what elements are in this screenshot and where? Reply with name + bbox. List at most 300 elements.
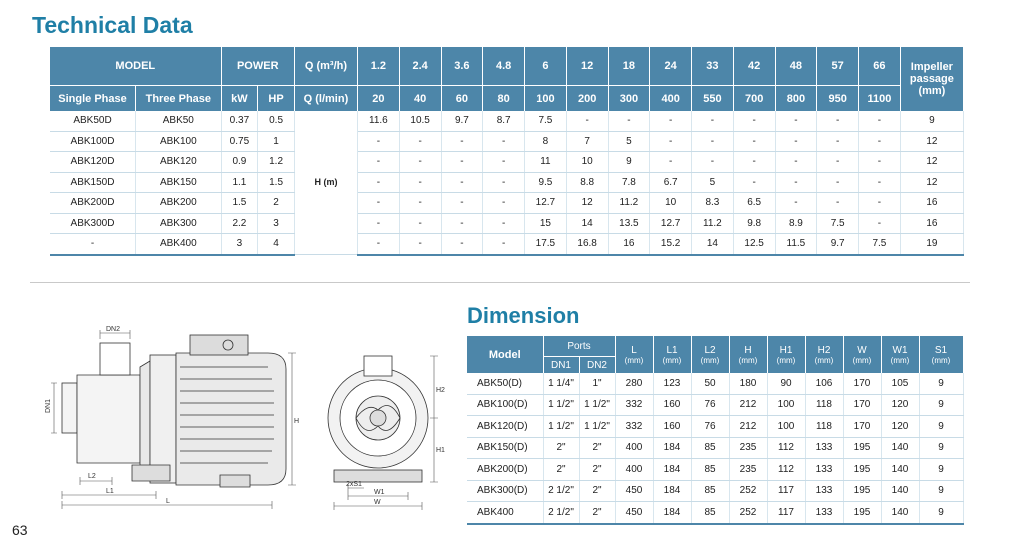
- dim-value-cell: 112: [767, 437, 805, 459]
- head-value-cell: -: [775, 172, 817, 193]
- dim-col-name: W1: [892, 344, 908, 356]
- impeller-cell: 16: [900, 193, 963, 214]
- dn2-cell: 2": [579, 502, 615, 524]
- dim-col-name: H2: [817, 344, 831, 356]
- hp-cell: 1: [258, 131, 295, 152]
- dim-value-cell: 140: [881, 502, 919, 524]
- head-value-cell: -: [483, 152, 525, 173]
- head-value-cell: -: [733, 111, 775, 131]
- flow-lmin-header: 800: [775, 86, 817, 112]
- dn2-cell: 2": [579, 437, 615, 459]
- label-h1: H1: [436, 447, 445, 454]
- dim-value-cell: 133: [805, 459, 843, 481]
- head-value-cell: 16: [608, 234, 650, 255]
- dim-value-cell: 212: [729, 394, 767, 416]
- dim-value-cell: 9: [919, 416, 963, 438]
- dn2-cell: 2": [579, 480, 615, 502]
- head-value-cell: -: [817, 131, 859, 152]
- head-value-cell: -: [483, 234, 525, 255]
- model-cell: ABK100(D): [467, 394, 543, 416]
- dim-value-cell: 195: [843, 480, 881, 502]
- dim-value-cell: 118: [805, 394, 843, 416]
- head-value-cell: -: [692, 152, 734, 173]
- head-value-cell: 7.8: [608, 172, 650, 193]
- three-phase-cell: ABK150: [136, 172, 222, 193]
- dim-value-cell: 76: [691, 394, 729, 416]
- flow-m3h-header: 42: [733, 47, 775, 86]
- head-value-cell: 10: [566, 152, 608, 173]
- model-header: Model: [467, 336, 543, 373]
- head-value-cell: 12.5: [733, 234, 775, 255]
- kw-cell: 0.37: [221, 111, 258, 131]
- single-phase-cell: ABK300D: [50, 213, 136, 234]
- dn2-cell: 2": [579, 459, 615, 481]
- label-w1: W1: [374, 489, 385, 496]
- head-value-cell: 7.5: [817, 213, 859, 234]
- page-number: 63: [12, 522, 28, 538]
- single-phase-cell: ABK100D: [50, 131, 136, 152]
- dim-value-cell: 450: [615, 502, 653, 524]
- dim-value-cell: 252: [729, 502, 767, 524]
- header-row-flow-m3h: [50, 47, 964, 86]
- head-value-cell: 13.5: [608, 213, 650, 234]
- dim-col-header: [843, 336, 881, 373]
- pump-front-body: [328, 356, 428, 482]
- flow-lmin-header: 950: [817, 86, 859, 112]
- head-value-cell: -: [859, 172, 901, 193]
- head-value-cell: -: [358, 172, 400, 193]
- dim-value-cell: 106: [805, 373, 843, 394]
- dn1-cell: 1 1/2": [543, 416, 579, 438]
- head-value-cell: 10: [650, 193, 692, 214]
- dim-value-cell: 50: [691, 373, 729, 394]
- single-phase-header: Single Phase: [50, 86, 136, 112]
- dimension-title: Dimension: [467, 303, 580, 328]
- head-value-cell: -: [441, 193, 483, 214]
- head-value-cell: 8.8: [566, 172, 608, 193]
- dim-value-cell: 140: [881, 437, 919, 459]
- head-value-cell: -: [441, 172, 483, 193]
- single-phase-cell: ABK50D: [50, 111, 136, 131]
- dim-value-cell: 184: [653, 502, 691, 524]
- dim-value-cell: 9: [919, 480, 963, 502]
- flow-m3h-header: 1.2: [358, 47, 400, 86]
- head-value-cell: -: [483, 193, 525, 214]
- flow-lmin-header: 400: [650, 86, 692, 112]
- head-value-cell: 11.2: [608, 193, 650, 214]
- q-lmin-header: Q (l/min): [294, 86, 357, 112]
- dn2-cell: 1 1/2": [579, 416, 615, 438]
- head-value-cell: 17.5: [525, 234, 567, 255]
- hp-cell: 1.2: [258, 152, 295, 173]
- dim-col-unit: (mm): [776, 355, 796, 365]
- dim-value-cell: 85: [691, 437, 729, 459]
- dim-value-cell: 140: [881, 480, 919, 502]
- label-h: H: [294, 418, 300, 425]
- technical-data-table: [50, 47, 964, 256]
- dn1-cell: 2 1/2": [543, 480, 579, 502]
- label-l1: L1: [106, 488, 114, 495]
- dim-value-cell: 160: [653, 416, 691, 438]
- head-value-cell: 5: [692, 172, 734, 193]
- table-row: [50, 193, 964, 214]
- head-value-cell: 5: [608, 131, 650, 152]
- head-value-cell: -: [650, 131, 692, 152]
- head-value-cell: 10.5: [399, 111, 441, 131]
- flow-m3h-header: 66: [859, 47, 901, 86]
- dim-col-header: [729, 336, 767, 373]
- table-row: [467, 480, 963, 502]
- head-unit-cell: H (m): [294, 111, 357, 255]
- dim-value-cell: 85: [691, 459, 729, 481]
- head-value-cell: -: [775, 152, 817, 173]
- dim-value-cell: 112: [767, 459, 805, 481]
- head-value-cell: 12.7: [525, 193, 567, 214]
- flow-lmin-header: 200: [566, 86, 608, 112]
- dim-col-unit: (mm): [700, 355, 720, 365]
- hp-cell: 3: [258, 213, 295, 234]
- head-value-cell: 8.7: [483, 111, 525, 131]
- single-phase-cell: -: [50, 234, 136, 255]
- head-value-cell: 6.5: [733, 193, 775, 214]
- impeller-cell: 16: [900, 213, 963, 234]
- dimension-body: [467, 373, 963, 524]
- hp-cell: 2: [258, 193, 295, 214]
- head-value-cell: -: [859, 152, 901, 173]
- label-dn1: DN1: [45, 398, 52, 413]
- dn2-cell: 1": [579, 373, 615, 394]
- label-s1: 2xS1: [346, 481, 362, 488]
- three-phase-cell: ABK100: [136, 131, 222, 152]
- dim-value-cell: 184: [653, 480, 691, 502]
- head-value-cell: -: [859, 111, 901, 131]
- dn1-cell: 2": [543, 437, 579, 459]
- power-header: POWER: [221, 47, 294, 86]
- dim-value-cell: 117: [767, 502, 805, 524]
- flow-m3h-header: 12: [566, 47, 608, 86]
- impeller-passage-header: Impeller passage (mm): [900, 47, 963, 111]
- head-value-cell: -: [859, 193, 901, 214]
- impeller-cell: 12: [900, 131, 963, 152]
- head-value-cell: -: [566, 111, 608, 131]
- label-l: L: [166, 498, 170, 505]
- head-value-cell: -: [441, 152, 483, 173]
- label-l2: L2: [88, 473, 96, 480]
- impeller-cell: 9: [900, 111, 963, 131]
- dim-value-cell: 252: [729, 480, 767, 502]
- head-value-cell: -: [399, 193, 441, 214]
- model-cell: ABK120(D): [467, 416, 543, 438]
- pump-front-view-drawing: [318, 352, 448, 512]
- table-row: [50, 234, 964, 255]
- dim-value-cell: 450: [615, 480, 653, 502]
- head-value-cell: -: [483, 213, 525, 234]
- flow-m3h-header: 48: [775, 47, 817, 86]
- head-value-cell: 6.7: [650, 172, 692, 193]
- dim-value-cell: 9: [919, 502, 963, 524]
- three-phase-cell: ABK50: [136, 111, 222, 131]
- head-value-cell: -: [358, 234, 400, 255]
- kw-header: kW: [221, 86, 258, 112]
- kw-cell: 1.1: [221, 172, 258, 193]
- dim-col-unit: (mm): [931, 355, 951, 365]
- dim-col-unit: (mm): [890, 355, 910, 365]
- pump-side-body: [62, 335, 286, 487]
- head-value-cell: 11: [525, 152, 567, 173]
- head-value-cell: -: [358, 193, 400, 214]
- dim-col-header: [919, 336, 963, 373]
- dn2-header: DN2: [579, 357, 615, 374]
- head-value-cell: -: [358, 213, 400, 234]
- section-divider: [30, 282, 970, 283]
- head-value-cell: 9.5: [525, 172, 567, 193]
- head-value-cell: 7: [566, 131, 608, 152]
- dim-value-cell: 195: [843, 459, 881, 481]
- dim-value-cell: 133: [805, 502, 843, 524]
- dim-value-cell: 9: [919, 373, 963, 394]
- head-value-cell: -: [399, 131, 441, 152]
- hp-cell: 1.5: [258, 172, 295, 193]
- head-value-cell: -: [859, 131, 901, 152]
- dim-col-name: H1: [779, 344, 793, 356]
- dn2-cell: 1 1/2": [579, 394, 615, 416]
- head-value-cell: 8.3: [692, 193, 734, 214]
- head-value-cell: 12: [566, 193, 608, 214]
- head-value-cell: -: [441, 131, 483, 152]
- dim-value-cell: 212: [729, 416, 767, 438]
- head-value-cell: -: [817, 172, 859, 193]
- hp-cell: 4: [258, 234, 295, 255]
- label-w: W: [374, 499, 381, 506]
- head-value-cell: 9.7: [817, 234, 859, 255]
- hp-cell: 0.5: [258, 111, 295, 131]
- three-phase-header: Three Phase: [136, 86, 222, 112]
- model-cell: ABK300(D): [467, 480, 543, 502]
- head-value-cell: -: [441, 234, 483, 255]
- flow-lmin-header: 300: [608, 86, 650, 112]
- dim-col-header: [691, 336, 729, 373]
- dn1-cell: 2 1/2": [543, 502, 579, 524]
- technical-data-title: Technical Data: [32, 12, 193, 38]
- dim-value-cell: 195: [843, 437, 881, 459]
- head-value-cell: -: [399, 234, 441, 255]
- model-cell: ABK200(D): [467, 459, 543, 481]
- head-value-cell: 14: [692, 234, 734, 255]
- hp-header: HP: [258, 86, 295, 112]
- three-phase-cell: ABK120: [136, 152, 222, 173]
- impeller-cell: 19: [900, 234, 963, 255]
- head-value-cell: -: [358, 131, 400, 152]
- head-value-cell: -: [733, 172, 775, 193]
- dim-col-name: W: [857, 344, 867, 356]
- table-row: [467, 416, 963, 438]
- dim-col-header: [767, 336, 805, 373]
- dimension-table: [467, 336, 964, 525]
- table-row: [467, 459, 963, 481]
- table-row: [50, 172, 964, 193]
- table-row: [50, 131, 964, 152]
- dim-col-header: [805, 336, 843, 373]
- single-phase-cell: ABK120D: [50, 152, 136, 173]
- dim-value-cell: 85: [691, 502, 729, 524]
- flow-m3h-header: 57: [817, 47, 859, 86]
- dim-col-name: L2: [704, 344, 716, 356]
- dim-value-cell: 140: [881, 459, 919, 481]
- dim-value-cell: 100: [767, 416, 805, 438]
- dim-value-cell: 85: [691, 480, 729, 502]
- flow-m3h-header: 33: [692, 47, 734, 86]
- dim-value-cell: 180: [729, 373, 767, 394]
- table-row: [467, 394, 963, 416]
- flow-lmin-header: 700: [733, 86, 775, 112]
- dim-value-cell: 76: [691, 416, 729, 438]
- three-phase-cell: ABK400: [136, 234, 222, 255]
- dim-value-cell: 280: [615, 373, 653, 394]
- impeller-cell: 12: [900, 152, 963, 173]
- dn1-cell: 1 1/4": [543, 373, 579, 394]
- model-cell: ABK400: [467, 502, 543, 524]
- single-phase-cell: ABK150D: [50, 172, 136, 193]
- dim-value-cell: 160: [653, 394, 691, 416]
- dimension-header-row: [467, 336, 963, 357]
- head-value-cell: 11.2: [692, 213, 734, 234]
- head-value-cell: -: [608, 111, 650, 131]
- head-value-cell: 9: [608, 152, 650, 173]
- dim-col-unit: (mm): [662, 355, 682, 365]
- dim-value-cell: 9: [919, 459, 963, 481]
- kw-cell: 0.75: [221, 131, 258, 152]
- head-value-cell: 15.2: [650, 234, 692, 255]
- head-value-cell: -: [399, 172, 441, 193]
- head-value-cell: -: [650, 111, 692, 131]
- table-row: [467, 437, 963, 459]
- flow-m3h-header: 24: [650, 47, 692, 86]
- dim-value-cell: 184: [653, 459, 691, 481]
- pump-side-view-drawing: [40, 325, 300, 510]
- head-value-cell: -: [358, 152, 400, 173]
- dim-value-cell: 170: [843, 394, 881, 416]
- ports-header: Ports: [543, 336, 615, 357]
- head-value-cell: 12.7: [650, 213, 692, 234]
- dim-value-cell: 9: [919, 437, 963, 459]
- header-row-flow-lmin: [50, 86, 964, 112]
- dn1-header: DN1: [543, 357, 579, 374]
- dim-value-cell: 170: [843, 416, 881, 438]
- head-value-cell: -: [775, 193, 817, 214]
- dim-value-cell: 120: [881, 416, 919, 438]
- table-row: [50, 111, 964, 131]
- dim-value-cell: 118: [805, 416, 843, 438]
- kw-cell: 0.9: [221, 152, 258, 173]
- dim-value-cell: 170: [843, 373, 881, 394]
- dim-col-name: S1: [934, 344, 948, 356]
- head-value-cell: -: [399, 213, 441, 234]
- head-value-cell: -: [483, 172, 525, 193]
- flow-lmin-header: 20: [358, 86, 400, 112]
- dn1-cell: 1 1/2": [543, 394, 579, 416]
- dim-value-cell: 332: [615, 416, 653, 438]
- dim-col-header: [615, 336, 653, 373]
- head-value-cell: 15: [525, 213, 567, 234]
- dim-col-unit: (mm): [852, 355, 872, 365]
- flow-m3h-header: 18: [608, 47, 650, 86]
- head-value-cell: -: [859, 213, 901, 234]
- head-value-cell: -: [733, 131, 775, 152]
- dim-value-cell: 9: [919, 394, 963, 416]
- dim-value-cell: 235: [729, 437, 767, 459]
- head-value-cell: -: [775, 131, 817, 152]
- label-h2: H2: [436, 387, 445, 394]
- flow-lmin-header: 60: [441, 86, 483, 112]
- dim-value-cell: 133: [805, 480, 843, 502]
- flow-lmin-header: 550: [692, 86, 734, 112]
- head-value-cell: 7.5: [859, 234, 901, 255]
- head-value-cell: -: [692, 111, 734, 131]
- dn1-cell: 2": [543, 459, 579, 481]
- head-value-cell: 9.7: [441, 111, 483, 131]
- technical-data-body: [50, 111, 964, 255]
- kw-cell: 3: [221, 234, 258, 255]
- dim-value-cell: 90: [767, 373, 805, 394]
- table-row: [50, 152, 964, 173]
- dim-value-cell: 195: [843, 502, 881, 524]
- dim-col-name: L: [631, 344, 637, 356]
- head-value-cell: -: [483, 131, 525, 152]
- table-row: [50, 213, 964, 234]
- table-row: [467, 373, 963, 394]
- flow-lmin-header: 40: [399, 86, 441, 112]
- head-value-cell: -: [441, 213, 483, 234]
- dim-value-cell: 120: [881, 394, 919, 416]
- model-cell: ABK50(D): [467, 373, 543, 394]
- head-value-cell: -: [733, 152, 775, 173]
- flow-m3h-header: 2.4: [399, 47, 441, 86]
- flow-lmin-header: 80: [483, 86, 525, 112]
- flow-m3h-header: 3.6: [441, 47, 483, 86]
- head-value-cell: 16.8: [566, 234, 608, 255]
- head-value-cell: -: [817, 111, 859, 131]
- head-value-cell: 7.5: [525, 111, 567, 131]
- three-phase-cell: ABK200: [136, 193, 222, 214]
- head-value-cell: -: [692, 131, 734, 152]
- dim-value-cell: 400: [615, 459, 653, 481]
- dim-col-header: [881, 336, 919, 373]
- head-value-cell: -: [817, 152, 859, 173]
- flow-m3h-header: 4.8: [483, 47, 525, 86]
- head-value-cell: 8.9: [775, 213, 817, 234]
- flow-m3h-header: 6: [525, 47, 567, 86]
- dim-col-unit: (mm): [814, 355, 834, 365]
- table-row: [467, 502, 963, 524]
- head-value-cell: -: [817, 193, 859, 214]
- dim-col-unit: (mm): [624, 355, 644, 365]
- model-cell: ABK150(D): [467, 437, 543, 459]
- dim-value-cell: 100: [767, 394, 805, 416]
- dim-value-cell: 105: [881, 373, 919, 394]
- head-value-cell: -: [650, 152, 692, 173]
- dim-value-cell: 332: [615, 394, 653, 416]
- head-value-cell: 9.8: [733, 213, 775, 234]
- dim-col-name: L1: [666, 344, 678, 356]
- head-value-cell: 14: [566, 213, 608, 234]
- dim-col-unit: (mm): [738, 355, 758, 365]
- head-value-cell: 8: [525, 131, 567, 152]
- three-phase-cell: ABK300: [136, 213, 222, 234]
- dim-value-cell: 400: [615, 437, 653, 459]
- dim-value-cell: 184: [653, 437, 691, 459]
- head-value-cell: 11.6: [358, 111, 400, 131]
- dim-value-cell: 133: [805, 437, 843, 459]
